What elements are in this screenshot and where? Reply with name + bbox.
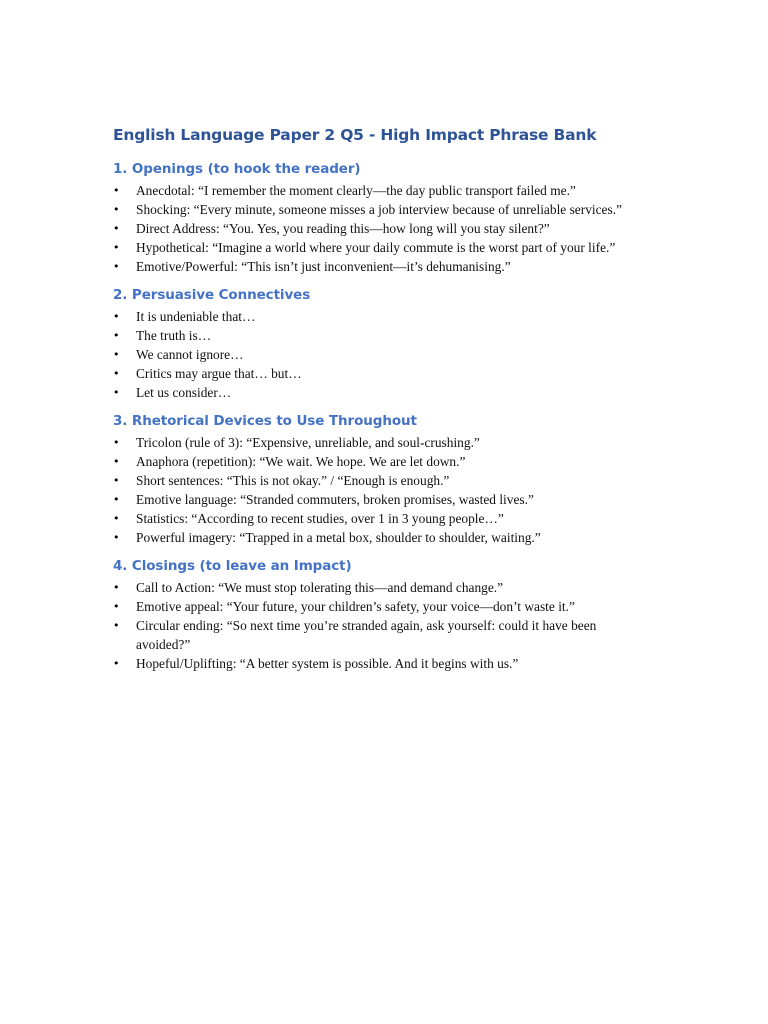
list-item	[113, 528, 653, 547]
bullet-list	[113, 433, 653, 547]
section-heading: 2. Persuasive Connectives	[113, 287, 311, 303]
section-heading: 4. Closings (to leave an Impact)	[113, 558, 352, 574]
list-item	[113, 490, 653, 509]
list-item-text: We cannot ignore…	[136, 347, 244, 362]
list-item-text: Tricolon (rule of 3): “Expensive, unreliable, and soul-crushing.”	[136, 435, 480, 450]
list-item-text: Emotive/Powerful: “This isn’t just inconvenient—it’s dehumanising.”	[136, 259, 511, 274]
list-item	[113, 257, 653, 276]
list-item-text: Call to Action: “We must stop tolerating this—and demand change.”	[136, 580, 504, 595]
list-item	[113, 326, 653, 345]
bullet-list	[113, 181, 653, 276]
list-item	[113, 509, 653, 528]
bullet-icon: •	[113, 493, 120, 506]
section-heading: 3. Rhetorical Devices to Use Throughout	[113, 413, 417, 429]
bullet-list	[113, 578, 653, 673]
list-item-text: Anaphora (repetition): “We wait. We hope. We are let down.”	[136, 454, 466, 469]
list-item-text: Hypothetical: “Imagine a world where your daily commute is the worst part of your life.”	[136, 240, 616, 255]
list-item	[113, 238, 653, 257]
section-openings	[113, 160, 653, 276]
section-heading: 1. Openings (to hook the reader)	[113, 161, 361, 177]
list-item-text: The truth is…	[136, 328, 212, 343]
list-item-text: Powerful imagery: “Trapped in a metal box, shoulder to shoulder, waiting.”	[136, 530, 541, 545]
bullet-icon: •	[113, 203, 120, 216]
section-persuasive-connectives	[113, 286, 653, 402]
list-item	[113, 200, 653, 219]
bullet-icon: •	[113, 386, 120, 399]
bullet-icon: •	[113, 600, 120, 613]
list-item	[113, 433, 653, 452]
list-item-text: Hopeful/Uplifting: “A better system is possible. And it begins with us.”	[136, 656, 519, 671]
bullet-icon: •	[113, 474, 120, 487]
list-item-text: Let us consider…	[136, 385, 232, 400]
bullet-icon: •	[113, 241, 120, 254]
list-item-text: Statistics: “According to recent studies, over 1 in 3 young people…”	[136, 511, 504, 526]
list-item	[113, 181, 653, 200]
list-item	[113, 471, 653, 490]
list-item	[113, 219, 653, 238]
bullet-icon: •	[113, 184, 120, 197]
bullet-icon: •	[113, 657, 120, 670]
section-closings	[113, 557, 653, 673]
list-item	[113, 307, 653, 326]
list-item	[113, 616, 653, 654]
bullet-icon: •	[113, 512, 120, 525]
list-item	[113, 345, 653, 364]
bullet-icon: •	[113, 310, 120, 323]
document-title: English Language Paper 2 Q5 - High Impact Phrase Bank	[113, 126, 597, 144]
bullet-icon: •	[113, 619, 120, 632]
bullet-icon: •	[113, 348, 120, 361]
list-item-text: Anecdotal: “I remember the moment clearly—the day public transport failed me.”	[136, 183, 576, 198]
bullet-icon: •	[113, 260, 120, 273]
list-item	[113, 578, 653, 597]
bullet-icon: •	[113, 367, 120, 380]
list-item-text: Shocking: “Every minute, someone misses a job interview because of unreliable services.”	[136, 202, 623, 217]
list-item-text: Emotive language: “Stranded commuters, broken promises, wasted lives.”	[136, 492, 534, 507]
bullet-icon: •	[113, 455, 120, 468]
list-item-text: Direct Address: “You. Yes, you reading this—how long will you stay silent?”	[136, 221, 550, 236]
list-item-text: Circular ending: “So next time you’re stranded again, ask yourself: could it have been avoided?”	[136, 618, 597, 652]
bullet-icon: •	[113, 436, 120, 449]
bullet-icon: •	[113, 581, 120, 594]
bullet-icon: •	[113, 222, 120, 235]
list-item	[113, 654, 653, 673]
list-item	[113, 452, 653, 471]
document-body	[113, 124, 653, 683]
list-item	[113, 364, 653, 383]
list-item-text: Emotive appeal: “Your future, your children’s safety, your voice—don’t waste it.”	[136, 599, 575, 614]
list-item-text: Critics may argue that… but…	[136, 366, 302, 381]
list-item-text: It is undeniable that…	[136, 309, 256, 324]
list-item	[113, 597, 653, 616]
list-item	[113, 383, 653, 402]
list-item-text: Short sentences: “This is not okay.” / “Enough is enough.”	[136, 473, 450, 488]
bullet-icon: •	[113, 329, 120, 342]
section-rhetorical-devices	[113, 412, 653, 547]
bullet-icon: •	[113, 531, 120, 544]
bullet-list	[113, 307, 653, 402]
